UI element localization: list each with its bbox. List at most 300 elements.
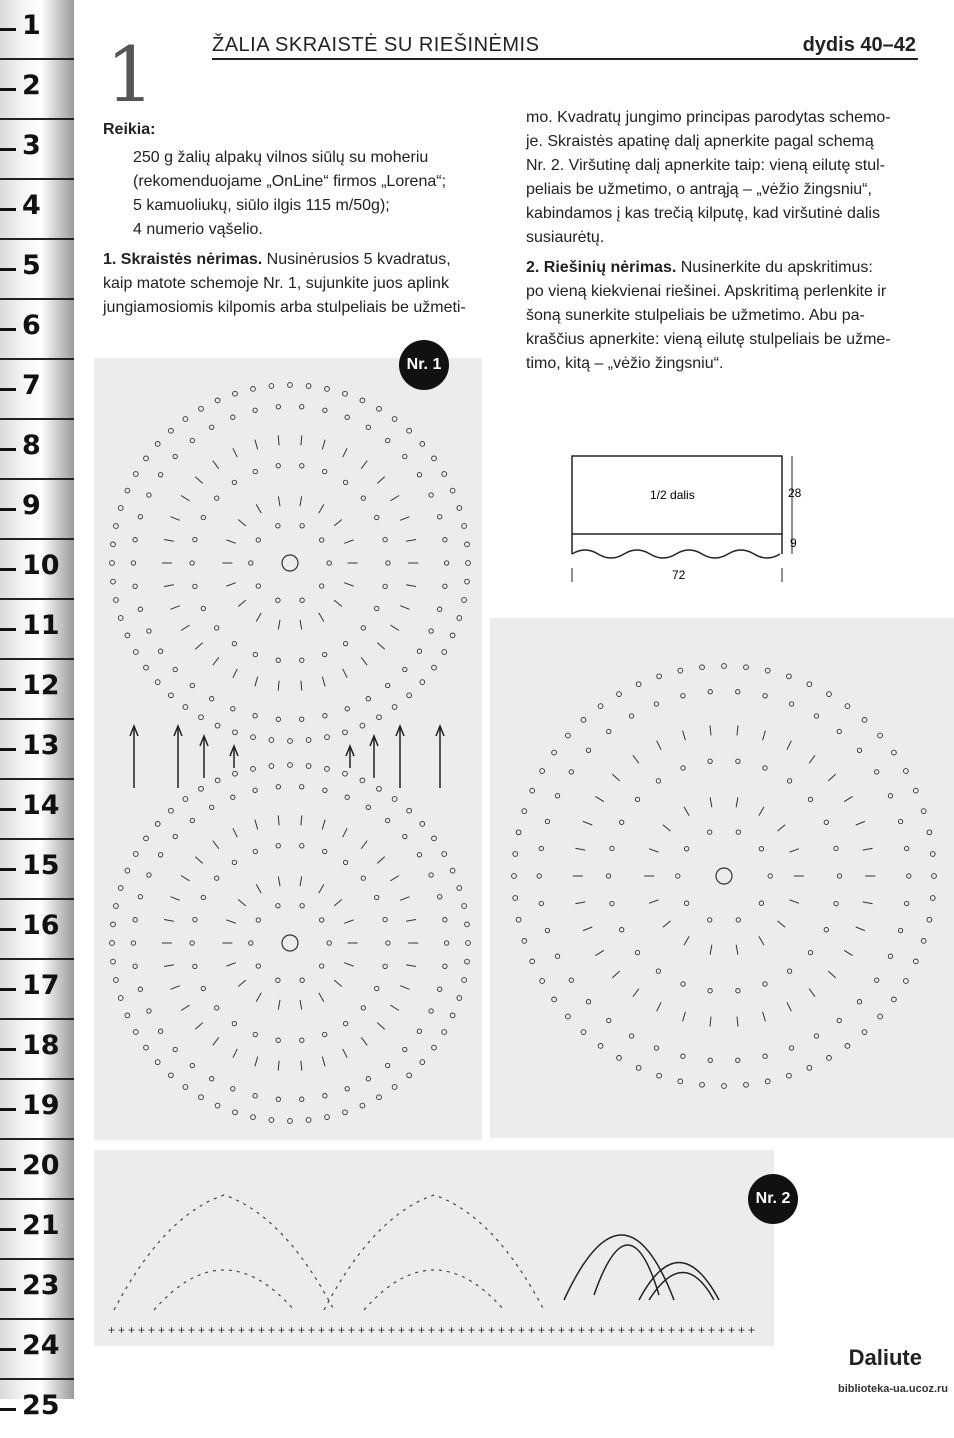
treble-stitch — [164, 540, 174, 542]
treble-stitch — [255, 440, 258, 450]
edge-chain — [678, 1079, 683, 1084]
treble-stitch — [391, 625, 400, 630]
edge-chain — [111, 922, 116, 927]
chain-stitch — [190, 438, 194, 442]
base-plus-stitch: + — [378, 1323, 386, 1337]
chain-stitch — [253, 788, 257, 792]
chain-stitch — [366, 425, 370, 429]
ruler-number: 12 — [22, 670, 60, 701]
chain-stitch — [327, 561, 331, 565]
chain-stitch — [763, 982, 767, 986]
edge-chain — [787, 674, 792, 679]
treble-stitch — [863, 902, 873, 904]
treble-stitch — [787, 1002, 792, 1011]
ruler-line — [0, 58, 74, 60]
ruler-tick — [0, 928, 16, 931]
author-credit: Daliute — [848, 1345, 922, 1370]
treble-stitch — [406, 585, 416, 587]
chain-stitch — [276, 904, 280, 908]
base-plus-stitch: + — [278, 1323, 286, 1337]
chain-stitch — [789, 702, 793, 706]
base-plus-stitch: + — [578, 1323, 586, 1337]
chain-stitch — [215, 876, 219, 880]
edge-chain — [598, 1044, 603, 1049]
treble-stitch — [278, 496, 280, 506]
treble-stitch — [238, 900, 246, 906]
ruler-mark — [0, 358, 74, 418]
chain-stitch — [814, 714, 818, 718]
chain-stitch — [320, 584, 324, 588]
chain-stitch — [147, 629, 151, 633]
base-plus-stitch: + — [158, 1323, 166, 1337]
chain-stitch — [907, 874, 911, 878]
chain-stitch — [681, 982, 685, 986]
ruler-number: 25 — [22, 1390, 60, 1421]
base-plus-stitch: + — [628, 1323, 636, 1337]
edge-chain — [377, 1095, 382, 1100]
chain-stitch — [138, 515, 142, 519]
ruler-mark — [0, 658, 74, 718]
edge-chain — [183, 797, 188, 802]
chain-stitch — [654, 702, 658, 706]
right-line: mo. Kvadratų jungimo principas parodytas schemo- — [526, 109, 891, 126]
treble-stitch — [255, 820, 258, 830]
chain-stitch — [158, 649, 162, 653]
chain-stitch — [133, 584, 137, 588]
base-plus-stitch: + — [328, 1323, 336, 1337]
chain-stitch — [173, 667, 177, 671]
treble-stitch — [278, 1061, 279, 1071]
chain-stitch — [300, 1038, 304, 1042]
ruler-number: 18 — [22, 1030, 60, 1061]
treble-stitch — [344, 540, 353, 543]
chain-stitch — [276, 978, 280, 982]
treble-stitch — [301, 681, 302, 691]
base-plus-stitch: + — [718, 1323, 726, 1337]
chain-stitch — [759, 901, 763, 905]
treble-stitch — [301, 435, 302, 445]
edge-chain — [420, 822, 425, 827]
chain-stitch — [300, 1097, 304, 1101]
edge-chain — [111, 959, 116, 964]
ruler-mark — [0, 718, 74, 778]
ruler-mark — [0, 418, 74, 478]
ruler-tick — [0, 1108, 16, 1111]
base-plus-stitch: + — [498, 1323, 506, 1337]
chain-stitch — [133, 538, 137, 542]
edge-chain — [442, 472, 447, 477]
edge-chain — [462, 978, 467, 983]
chain-stitch — [620, 928, 624, 932]
treble-stitch — [684, 936, 689, 945]
edge-chain — [892, 750, 897, 755]
chain-stitch — [256, 584, 260, 588]
site-watermark: biblioteka-ua.ucoz.ru — [837, 1383, 948, 1395]
treble-stitch — [256, 613, 261, 622]
chain-stitch — [857, 748, 861, 752]
chain-stitch — [300, 717, 304, 721]
base-plus-stitch: + — [268, 1323, 276, 1337]
edge-chain — [744, 665, 749, 670]
chain-stitch — [147, 873, 151, 877]
section1-line: Nusinėrusios 5 kvadratus, — [262, 251, 451, 268]
treble-stitch — [344, 920, 353, 923]
ruler-number: 8 — [22, 430, 41, 461]
schema1-badge: Nr. 1 — [399, 340, 449, 390]
ruler-mark — [0, 778, 74, 838]
ruler-mark — [0, 598, 74, 658]
chain-stitch — [708, 918, 712, 922]
edge-chain — [927, 830, 932, 835]
chain-stitch — [403, 667, 407, 671]
chain-stitch — [429, 873, 433, 877]
right-line: susiaurėtų. — [526, 229, 605, 246]
chain-stitch — [133, 918, 137, 922]
chain-stitch — [345, 795, 349, 799]
treble-stitch — [301, 1061, 302, 1071]
chain-stitch — [438, 607, 442, 611]
chain-stitch — [276, 717, 280, 721]
edge-chain — [288, 1119, 293, 1124]
treble-stitch — [164, 585, 174, 587]
chain-stitch — [256, 964, 260, 968]
chain-stitch — [736, 918, 740, 922]
chain-stitch — [539, 846, 543, 850]
section2-line: kraščius apnerkite: vieną eilutę stulpeliais be užme- — [526, 331, 891, 348]
chain-stitch — [323, 652, 327, 656]
treble-stitch — [238, 520, 246, 526]
edge-chain — [878, 733, 883, 738]
edge-chain — [862, 1030, 867, 1035]
base-plus-stitch: + — [468, 1323, 476, 1337]
edge-chain — [288, 763, 293, 768]
edge-chain — [513, 852, 518, 857]
base-plus-stitch: + — [688, 1323, 696, 1337]
treble-stitch — [319, 884, 324, 893]
treble-stitch — [736, 797, 738, 807]
base-plus-stitch: + — [598, 1323, 606, 1337]
ruler-number: 5 — [22, 250, 41, 281]
section2-line: šoną sunerkite stulpeliais be užmetimo. Abu pa- — [526, 307, 865, 324]
treble-stitch — [171, 897, 180, 901]
base-plus-stitch: + — [138, 1323, 146, 1337]
treble-stitch — [344, 963, 353, 966]
chain-stitch — [138, 607, 142, 611]
chain-stitch — [684, 847, 688, 851]
schema2-badge: Nr. 2 — [748, 1174, 798, 1224]
ruler-tick — [0, 1228, 16, 1231]
chain-stitch — [539, 901, 543, 905]
edge-chain — [552, 750, 557, 755]
edge-chain — [215, 723, 220, 728]
left-text-column — [103, 118, 503, 320]
edge-chain — [904, 979, 909, 984]
ruler-mark — [0, 58, 74, 118]
chain-stitch — [386, 561, 390, 565]
chain-stitch — [300, 524, 304, 528]
treble-stitch — [400, 897, 409, 901]
edge-chain — [566, 733, 571, 738]
base-plus-stitch: + — [398, 1323, 406, 1337]
edge-chain — [465, 959, 470, 964]
treble-stitch — [213, 841, 219, 849]
edge-chain — [827, 1056, 832, 1061]
base-plus-stitch: + — [538, 1323, 546, 1337]
treble-stitch — [361, 461, 367, 469]
edge-chain — [343, 1110, 348, 1115]
edge-chain — [155, 442, 160, 447]
edge-chain — [927, 917, 932, 922]
edge-chain — [215, 1103, 220, 1108]
base-plus-stitch: + — [128, 1323, 136, 1337]
treble-stitch — [344, 583, 353, 586]
edge-chain — [465, 579, 470, 584]
treble-stitch — [171, 986, 180, 990]
chain-stitch — [824, 820, 828, 824]
chain-stitch — [417, 473, 421, 477]
treble-stitch — [343, 669, 347, 678]
ruler-line — [0, 478, 74, 480]
edge-chain — [407, 808, 412, 813]
chain-stitch — [681, 766, 685, 770]
ruler-tick — [0, 208, 16, 211]
base-plus-stitch: + — [248, 1323, 256, 1337]
treble-stitch — [213, 461, 219, 469]
schema1-diagram — [94, 358, 482, 1140]
section2-heading: 2. Riešinių nėrimas. — [526, 259, 677, 276]
right-line: je. Skraistės apatinę dalį apnerkite pagal schemą — [526, 133, 874, 150]
ruler-tick — [0, 508, 16, 511]
edge-chain — [827, 692, 832, 697]
ruler-mark — [0, 1378, 74, 1438]
ruler-tick — [0, 388, 16, 391]
edge-chain — [392, 797, 397, 802]
ruler-tick — [0, 448, 16, 451]
base-plus-stitch: + — [738, 1323, 746, 1337]
ruler-mark — [0, 478, 74, 538]
chain-stitch — [607, 1018, 611, 1022]
base-plus-stitch: + — [428, 1323, 436, 1337]
edge-chain — [169, 693, 174, 698]
chain-stitch — [210, 425, 214, 429]
treble-stitch — [828, 971, 835, 978]
treble-stitch — [233, 1049, 237, 1058]
base-plus-stitch: + — [728, 1323, 736, 1337]
treble-stitch — [322, 1057, 325, 1067]
chain-stitch — [193, 537, 197, 541]
ruler-line — [0, 238, 74, 240]
edge-chain — [598, 704, 603, 709]
ruler-line — [0, 538, 74, 540]
base-plus-stitch: + — [508, 1323, 516, 1337]
chain-stitch — [708, 759, 712, 763]
ruler-tick — [0, 808, 16, 811]
chain-stitch — [158, 853, 162, 857]
treble-stitch — [377, 643, 384, 650]
edge-chain — [432, 836, 437, 841]
schema2-panel — [94, 1150, 774, 1346]
edge-chain — [722, 664, 727, 669]
chain-stitch — [215, 1006, 219, 1010]
chain-stitch — [736, 690, 740, 694]
edge-chain — [111, 579, 116, 584]
edge-chain — [530, 788, 535, 793]
height-bottom-label: 9 — [790, 536, 797, 550]
edge-chain — [155, 680, 160, 685]
base-plus-stitch: + — [208, 1323, 216, 1337]
chain-stitch — [635, 797, 639, 801]
edge-chain — [913, 788, 918, 793]
chain-stitch — [736, 1058, 740, 1062]
edge-chain — [118, 996, 123, 1001]
treble-stitch — [809, 989, 815, 997]
loop-arc — [639, 1263, 719, 1301]
edge-chain — [552, 997, 557, 1002]
chain-stitch — [190, 818, 194, 822]
chain-stitch — [444, 561, 448, 565]
edge-chain — [251, 387, 256, 392]
base-plus-stitch: + — [218, 1323, 226, 1337]
edge-chain — [913, 959, 918, 964]
edge-chain — [522, 809, 527, 814]
edge-chain — [657, 674, 662, 679]
chain-stitch — [610, 846, 614, 850]
ruler-line — [0, 598, 74, 600]
page-title: ŽALIA SKRAISTĖ SU RIEŠINĖMIS — [212, 34, 540, 56]
edge-chain — [466, 561, 471, 566]
chain-stitch — [736, 759, 740, 763]
edge-chain — [360, 778, 365, 783]
chain-stitch — [635, 950, 639, 954]
chain-stitch — [215, 626, 219, 630]
chain-stitch — [190, 561, 194, 565]
ruler-number: 19 — [22, 1090, 60, 1121]
ruler-line — [0, 1378, 74, 1380]
chain-stitch — [190, 1063, 194, 1067]
edge-chain — [807, 682, 812, 687]
ruler-line — [0, 358, 74, 360]
base-plus-stitch: + — [408, 1323, 416, 1337]
treble-stitch — [736, 945, 738, 955]
treble-stitch — [406, 540, 416, 542]
treble-stitch — [684, 807, 689, 816]
edge-chain — [636, 1065, 641, 1070]
treble-stitch — [226, 540, 235, 543]
edge-chain — [269, 1118, 274, 1123]
chain-stitch — [386, 941, 390, 945]
ruler-line — [0, 1318, 74, 1320]
treble-stitch — [233, 828, 237, 837]
chain-stitch — [173, 454, 177, 458]
chain-stitch — [386, 818, 390, 822]
chain-stitch — [232, 480, 236, 484]
chain-stitch — [417, 1029, 421, 1033]
chain-stitch — [814, 1034, 818, 1038]
chain-stitch — [256, 538, 260, 542]
ruler-mark — [0, 298, 74, 358]
edge-chain — [114, 598, 119, 603]
schema1-panel — [94, 358, 482, 1140]
treble-stitch — [164, 965, 174, 967]
treble-stitch — [361, 657, 367, 665]
edge-chain — [465, 542, 470, 547]
edge-chain — [199, 715, 204, 720]
chain-stitch — [383, 537, 387, 541]
chain-stitch — [824, 928, 828, 932]
chain-stitch — [607, 729, 611, 733]
chain-stitch — [147, 493, 151, 497]
edge-chain — [462, 904, 467, 909]
chain-stitch — [837, 1018, 841, 1022]
chain-stitch — [300, 598, 304, 602]
base-plus-stitch: + — [288, 1323, 296, 1337]
ruler-number: 16 — [22, 910, 60, 941]
edge-chain — [904, 769, 909, 774]
edge-chain — [325, 767, 330, 772]
edge-chain — [343, 391, 348, 396]
chain-stitch — [201, 986, 205, 990]
chain-stitch — [383, 964, 387, 968]
treble-stitch — [778, 921, 786, 927]
ruler-number: 2 — [22, 70, 41, 101]
edge-chain — [118, 616, 123, 621]
chain-stitch — [569, 978, 573, 982]
edge-chain — [540, 769, 545, 774]
chain-stitch — [834, 901, 838, 905]
ruler-line — [0, 958, 74, 960]
ruler-number: 15 — [22, 850, 60, 881]
chain-stitch — [684, 901, 688, 905]
treble-stitch — [278, 435, 279, 445]
chain-stitch — [232, 1021, 236, 1025]
base-plus-stitch: + — [518, 1323, 526, 1337]
edge-chain — [512, 874, 517, 879]
edge-chain — [233, 391, 238, 396]
chain-stitch — [736, 989, 740, 993]
chain-stitch — [768, 874, 772, 878]
section1-line: kaip matote schemoje Nr. 1, sujunkite juos aplink — [103, 275, 449, 292]
treble-stitch — [278, 620, 280, 630]
treble-stitch — [278, 681, 279, 691]
chain-stitch — [193, 917, 197, 921]
edge-chain — [233, 1110, 238, 1115]
section1-line: jungiamosiomis kilpomis arba stulpeliais be užmeti- — [103, 299, 466, 316]
chain-stitch — [555, 794, 559, 798]
treble-stitch — [233, 448, 237, 457]
edge-chain — [540, 979, 545, 984]
treble-stitch — [649, 849, 658, 852]
edge-chain — [114, 904, 119, 909]
chain-stitch — [300, 405, 304, 409]
edge-chain — [921, 939, 926, 944]
edge-chain — [118, 886, 123, 891]
inner-arch — [364, 1270, 504, 1310]
edge-chain — [125, 868, 130, 873]
inner-arch — [154, 1270, 294, 1310]
edge-chain — [306, 1118, 311, 1123]
chain-stitch — [656, 779, 660, 783]
motif-center-ring — [716, 868, 732, 884]
treble-stitch — [759, 936, 764, 945]
edge-chain — [392, 417, 397, 422]
base-plus-stitch: + — [558, 1323, 566, 1337]
treble-stitch — [300, 1000, 302, 1010]
chain-stitch — [323, 714, 327, 718]
chain-stitch — [131, 941, 135, 945]
right-line: peliais be užmetimo, o antrąją – „vėžio žingsniu“, — [526, 181, 872, 198]
treble-stitch — [406, 965, 416, 967]
edge-chain — [787, 1073, 792, 1078]
